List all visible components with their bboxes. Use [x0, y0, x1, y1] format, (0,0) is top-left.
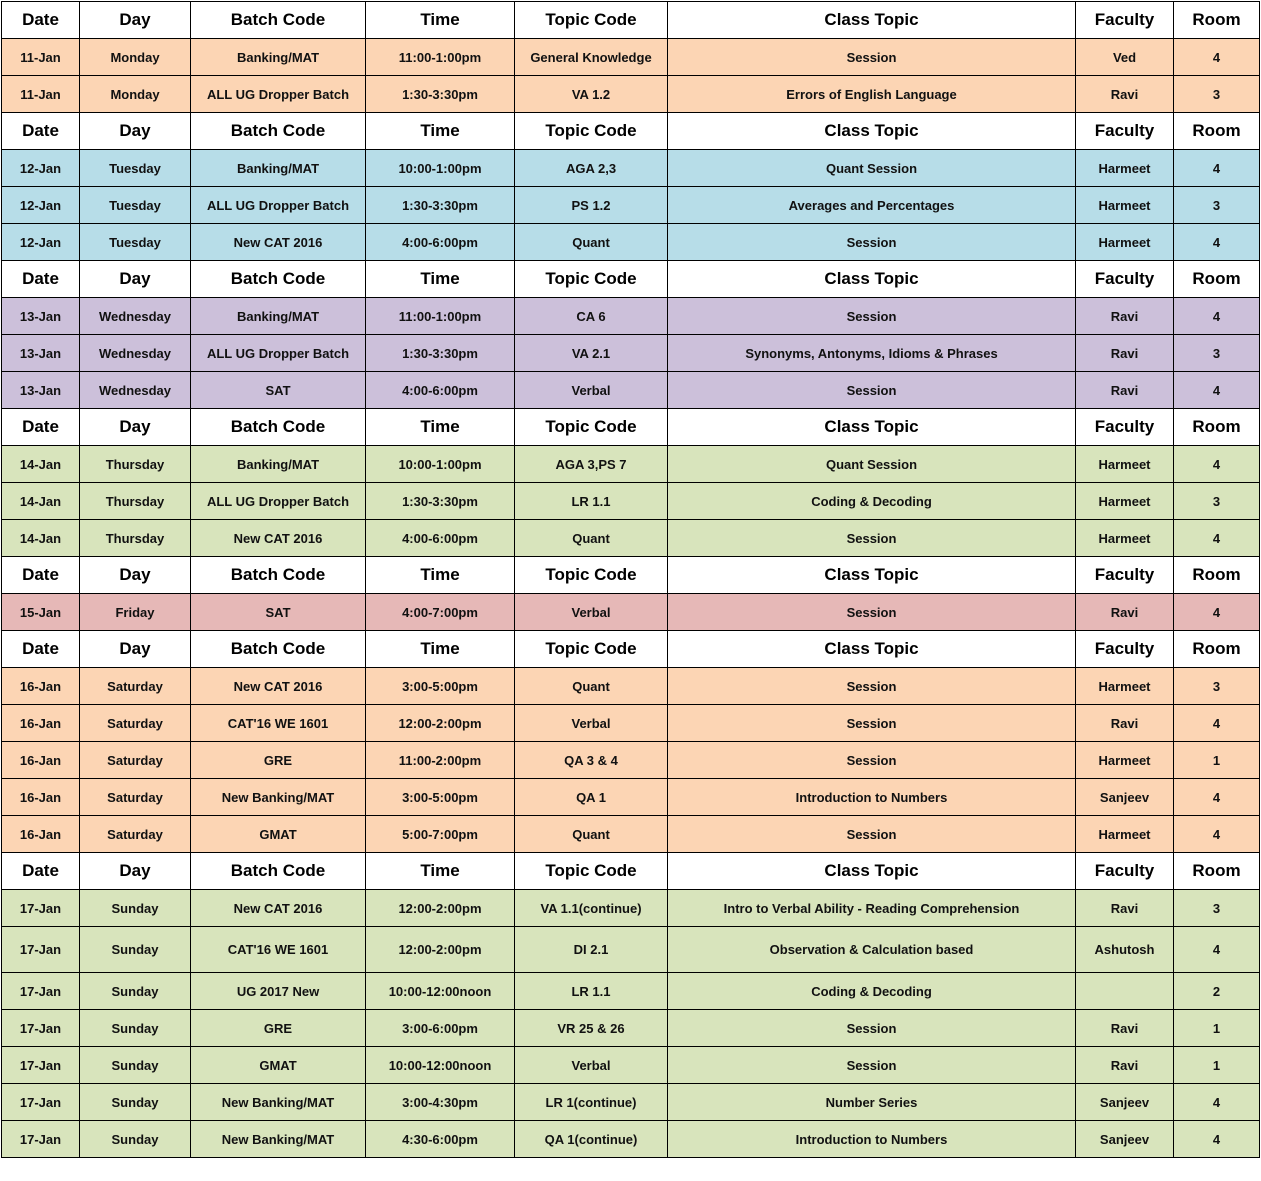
date-cell: 16-Jan — [2, 668, 80, 705]
day-cell: Wednesday — [80, 298, 191, 335]
batch-code-cell: SAT — [191, 372, 366, 409]
topic-code-cell: QA 1(continue) — [515, 1121, 668, 1158]
topic-code-cell: VA 1.2 — [515, 76, 668, 113]
header-topic-code: Topic Code — [515, 2, 668, 39]
date-cell: 17-Jan — [2, 1047, 80, 1084]
class-topic-cell: Session — [668, 1010, 1076, 1047]
header-batch-code: Batch Code — [191, 631, 366, 668]
batch-code-cell: ALL UG Dropper Batch — [191, 187, 366, 224]
date-cell: 16-Jan — [2, 779, 80, 816]
batch-code-cell: New CAT 2016 — [191, 668, 366, 705]
header-row — [2, 853, 1260, 890]
time-cell: 12:00-2:00pm — [366, 705, 515, 742]
room-cell: 1 — [1174, 1047, 1260, 1084]
faculty-cell: Harmeet — [1076, 483, 1174, 520]
batch-code-cell: GRE — [191, 742, 366, 779]
class-topic-cell: Introduction to Numbers — [668, 1121, 1076, 1158]
topic-code-cell: AGA 3,PS 7 — [515, 446, 668, 483]
date-cell: 13-Jan — [2, 335, 80, 372]
date-cell: 12-Jan — [2, 150, 80, 187]
room-cell: 3 — [1174, 668, 1260, 705]
room-cell: 4 — [1174, 816, 1260, 853]
room-cell: 4 — [1174, 927, 1260, 973]
class-topic-cell: Observation & Calculation based — [668, 927, 1076, 973]
faculty-cell: Ravi — [1076, 705, 1174, 742]
room-cell: 3 — [1174, 890, 1260, 927]
faculty-cell: Ravi — [1076, 76, 1174, 113]
table-row — [2, 927, 1260, 973]
table-row — [2, 150, 1260, 187]
header-class-topic: Class Topic — [668, 631, 1076, 668]
class-topic-cell: Session — [668, 594, 1076, 631]
header-faculty: Faculty — [1076, 853, 1174, 890]
schedule-body — [2, 2, 1260, 1158]
batch-code-cell: GMAT — [191, 1047, 366, 1084]
header-batch-code: Batch Code — [191, 113, 366, 150]
topic-code-cell: VR 25 & 26 — [515, 1010, 668, 1047]
header-room: Room — [1174, 631, 1260, 668]
header-faculty: Faculty — [1076, 409, 1174, 446]
topic-code-cell: LR 1(continue) — [515, 1084, 668, 1121]
date-cell: 17-Jan — [2, 1010, 80, 1047]
header-faculty: Faculty — [1076, 261, 1174, 298]
header-room: Room — [1174, 557, 1260, 594]
table-row — [2, 668, 1260, 705]
class-topic-cell: Session — [668, 372, 1076, 409]
header-faculty: Faculty — [1076, 631, 1174, 668]
batch-code-cell: New Banking/MAT — [191, 1121, 366, 1158]
time-cell: 1:30-3:30pm — [366, 483, 515, 520]
header-time: Time — [366, 631, 515, 668]
topic-code-cell: Verbal — [515, 1047, 668, 1084]
header-batch-code: Batch Code — [191, 409, 366, 446]
header-row — [2, 409, 1260, 446]
header-day: Day — [80, 409, 191, 446]
table-row — [2, 1047, 1260, 1084]
table-row — [2, 1010, 1260, 1047]
date-cell: 17-Jan — [2, 927, 80, 973]
day-cell: Sunday — [80, 973, 191, 1010]
table-row — [2, 76, 1260, 113]
class-topic-cell: Session — [668, 705, 1076, 742]
header-day: Day — [80, 113, 191, 150]
day-cell: Saturday — [80, 816, 191, 853]
header-topic-code: Topic Code — [515, 261, 668, 298]
room-cell: 4 — [1174, 1121, 1260, 1158]
class-topic-cell: Quant Session — [668, 446, 1076, 483]
header-date: Date — [2, 853, 80, 890]
faculty-cell: Harmeet — [1076, 742, 1174, 779]
topic-code-cell: QA 3 & 4 — [515, 742, 668, 779]
header-date: Date — [2, 557, 80, 594]
date-cell: 14-Jan — [2, 483, 80, 520]
class-topic-cell: Introduction to Numbers — [668, 779, 1076, 816]
room-cell: 4 — [1174, 594, 1260, 631]
batch-code-cell: ALL UG Dropper Batch — [191, 76, 366, 113]
header-room: Room — [1174, 409, 1260, 446]
header-date: Date — [2, 261, 80, 298]
day-cell: Saturday — [80, 668, 191, 705]
day-cell: Sunday — [80, 1084, 191, 1121]
header-topic-code: Topic Code — [515, 113, 668, 150]
faculty-cell: Harmeet — [1076, 187, 1174, 224]
batch-code-cell: New CAT 2016 — [191, 890, 366, 927]
header-time: Time — [366, 2, 515, 39]
batch-code-cell: GMAT — [191, 816, 366, 853]
faculty-cell: Ravi — [1076, 298, 1174, 335]
topic-code-cell: Quant — [515, 520, 668, 557]
day-cell: Sunday — [80, 1047, 191, 1084]
batch-code-cell: New CAT 2016 — [191, 224, 366, 261]
batch-code-cell: Banking/MAT — [191, 446, 366, 483]
room-cell: 4 — [1174, 779, 1260, 816]
day-cell: Friday — [80, 594, 191, 631]
faculty-cell: Ravi — [1076, 335, 1174, 372]
date-cell: 16-Jan — [2, 742, 80, 779]
header-room: Room — [1174, 261, 1260, 298]
day-cell: Tuesday — [80, 187, 191, 224]
faculty-cell: Ashutosh — [1076, 927, 1174, 973]
day-cell: Thursday — [80, 446, 191, 483]
date-cell: 17-Jan — [2, 973, 80, 1010]
date-cell: 12-Jan — [2, 224, 80, 261]
time-cell: 1:30-3:30pm — [366, 187, 515, 224]
header-room: Room — [1174, 2, 1260, 39]
table-row — [2, 372, 1260, 409]
header-date: Date — [2, 2, 80, 39]
date-cell: 13-Jan — [2, 298, 80, 335]
topic-code-cell: LR 1.1 — [515, 483, 668, 520]
room-cell: 1 — [1174, 742, 1260, 779]
class-topic-cell: Session — [668, 742, 1076, 779]
date-cell: 12-Jan — [2, 187, 80, 224]
time-cell: 12:00-2:00pm — [366, 890, 515, 927]
header-day: Day — [80, 2, 191, 39]
topic-code-cell: LR 1.1 — [515, 973, 668, 1010]
header-class-topic: Class Topic — [668, 113, 1076, 150]
topic-code-cell: VA 2.1 — [515, 335, 668, 372]
time-cell: 3:00-5:00pm — [366, 668, 515, 705]
class-topic-cell: Synonyms, Antonyms, Idioms & Phrases — [668, 335, 1076, 372]
topic-code-cell: Verbal — [515, 372, 668, 409]
time-cell: 4:00-6:00pm — [366, 520, 515, 557]
time-cell: 3:00-6:00pm — [366, 1010, 515, 1047]
day-cell: Wednesday — [80, 335, 191, 372]
date-cell: 17-Jan — [2, 890, 80, 927]
faculty-cell: Harmeet — [1076, 520, 1174, 557]
day-cell: Monday — [80, 39, 191, 76]
room-cell: 4 — [1174, 39, 1260, 76]
topic-code-cell: CA 6 — [515, 298, 668, 335]
class-topic-cell: Number Series — [668, 1084, 1076, 1121]
table-row — [2, 1084, 1260, 1121]
class-topic-cell: Session — [668, 39, 1076, 76]
topic-code-cell: PS 1.2 — [515, 187, 668, 224]
table-row — [2, 1121, 1260, 1158]
day-cell: Sunday — [80, 1121, 191, 1158]
table-row — [2, 779, 1260, 816]
date-cell: 17-Jan — [2, 1084, 80, 1121]
date-cell: 14-Jan — [2, 520, 80, 557]
table-row — [2, 335, 1260, 372]
room-cell: 4 — [1174, 520, 1260, 557]
room-cell: 1 — [1174, 1010, 1260, 1047]
day-cell: Thursday — [80, 483, 191, 520]
class-topic-cell: Coding & Decoding — [668, 973, 1076, 1010]
header-room: Room — [1174, 113, 1260, 150]
room-cell: 3 — [1174, 76, 1260, 113]
header-row — [2, 557, 1260, 594]
room-cell: 4 — [1174, 705, 1260, 742]
time-cell: 4:30-6:00pm — [366, 1121, 515, 1158]
header-topic-code: Topic Code — [515, 853, 668, 890]
topic-code-cell: AGA 2,3 — [515, 150, 668, 187]
header-topic-code: Topic Code — [515, 409, 668, 446]
table-row — [2, 520, 1260, 557]
class-topic-cell: Quant Session — [668, 150, 1076, 187]
topic-code-cell: Quant — [515, 668, 668, 705]
day-cell: Sunday — [80, 890, 191, 927]
batch-code-cell: GRE — [191, 1010, 366, 1047]
faculty-cell: Ved — [1076, 39, 1174, 76]
header-topic-code: Topic Code — [515, 631, 668, 668]
faculty-cell: Harmeet — [1076, 150, 1174, 187]
batch-code-cell: Banking/MAT — [191, 150, 366, 187]
day-cell: Sunday — [80, 1010, 191, 1047]
time-cell: 11:00-1:00pm — [366, 298, 515, 335]
day-cell: Saturday — [80, 779, 191, 816]
batch-code-cell: CAT'16 WE 1601 — [191, 927, 366, 973]
header-row — [2, 631, 1260, 668]
table-row — [2, 446, 1260, 483]
time-cell: 5:00-7:00pm — [366, 816, 515, 853]
table-row — [2, 224, 1260, 261]
header-room: Room — [1174, 853, 1260, 890]
batch-code-cell: New Banking/MAT — [191, 779, 366, 816]
time-cell: 3:00-5:00pm — [366, 779, 515, 816]
date-cell: 16-Jan — [2, 816, 80, 853]
date-cell: 11-Jan — [2, 39, 80, 76]
room-cell: 4 — [1174, 150, 1260, 187]
faculty-cell: Harmeet — [1076, 668, 1174, 705]
header-time: Time — [366, 113, 515, 150]
table-row — [2, 298, 1260, 335]
header-day: Day — [80, 261, 191, 298]
header-class-topic: Class Topic — [668, 557, 1076, 594]
day-cell: Tuesday — [80, 150, 191, 187]
header-date: Date — [2, 631, 80, 668]
time-cell: 10:00-1:00pm — [366, 446, 515, 483]
topic-code-cell: Quant — [515, 816, 668, 853]
date-cell: 16-Jan — [2, 705, 80, 742]
header-faculty: Faculty — [1076, 557, 1174, 594]
table-row — [2, 483, 1260, 520]
faculty-cell: Harmeet — [1076, 224, 1174, 261]
faculty-cell: Harmeet — [1076, 816, 1174, 853]
room-cell: 3 — [1174, 483, 1260, 520]
class-topic-cell: Averages and Percentages — [668, 187, 1076, 224]
day-cell: Monday — [80, 76, 191, 113]
class-topic-cell: Intro to Verbal Ability - Reading Comprehension — [668, 890, 1076, 927]
class-topic-cell: Errors of English Language — [668, 76, 1076, 113]
faculty-cell: Ravi — [1076, 1010, 1174, 1047]
time-cell: 11:00-1:00pm — [366, 39, 515, 76]
header-date: Date — [2, 113, 80, 150]
table-row — [2, 594, 1260, 631]
header-day: Day — [80, 853, 191, 890]
date-cell: 13-Jan — [2, 372, 80, 409]
faculty-cell: Ravi — [1076, 1047, 1174, 1084]
header-day: Day — [80, 631, 191, 668]
batch-code-cell: ALL UG Dropper Batch — [191, 335, 366, 372]
header-date: Date — [2, 409, 80, 446]
room-cell: 3 — [1174, 335, 1260, 372]
table-row — [2, 39, 1260, 76]
day-cell: Saturday — [80, 705, 191, 742]
room-cell: 4 — [1174, 446, 1260, 483]
date-cell: 15-Jan — [2, 594, 80, 631]
time-cell: 4:00-6:00pm — [366, 224, 515, 261]
table-row — [2, 187, 1260, 224]
class-topic-cell: Session — [668, 298, 1076, 335]
time-cell: 4:00-7:00pm — [366, 594, 515, 631]
header-time: Time — [366, 261, 515, 298]
room-cell: 4 — [1174, 1084, 1260, 1121]
time-cell: 12:00-2:00pm — [366, 927, 515, 973]
header-class-topic: Class Topic — [668, 261, 1076, 298]
topic-code-cell: Verbal — [515, 705, 668, 742]
faculty-cell: Ravi — [1076, 890, 1174, 927]
header-class-topic: Class Topic — [668, 409, 1076, 446]
room-cell: 2 — [1174, 973, 1260, 1010]
table-row — [2, 816, 1260, 853]
time-cell: 4:00-6:00pm — [366, 372, 515, 409]
header-batch-code: Batch Code — [191, 261, 366, 298]
faculty-cell — [1076, 973, 1174, 1010]
time-cell: 3:00-4:30pm — [366, 1084, 515, 1121]
room-cell: 4 — [1174, 224, 1260, 261]
class-topic-cell: Session — [668, 1047, 1076, 1084]
room-cell: 4 — [1174, 372, 1260, 409]
faculty-cell: Ravi — [1076, 594, 1174, 631]
batch-code-cell: New Banking/MAT — [191, 1084, 366, 1121]
batch-code-cell: CAT'16 WE 1601 — [191, 705, 366, 742]
header-row — [2, 261, 1260, 298]
topic-code-cell: General Knowledge — [515, 39, 668, 76]
header-class-topic: Class Topic — [668, 2, 1076, 39]
day-cell: Sunday — [80, 927, 191, 973]
faculty-cell: Sanjeev — [1076, 779, 1174, 816]
class-topic-cell: Session — [668, 816, 1076, 853]
topic-code-cell: VA 1.1(continue) — [515, 890, 668, 927]
batch-code-cell: UG 2017 New — [191, 973, 366, 1010]
faculty-cell: Harmeet — [1076, 446, 1174, 483]
day-cell: Saturday — [80, 742, 191, 779]
header-topic-code: Topic Code — [515, 557, 668, 594]
date-cell: 14-Jan — [2, 446, 80, 483]
header-batch-code: Batch Code — [191, 853, 366, 890]
topic-code-cell: QA 1 — [515, 779, 668, 816]
date-cell: 17-Jan — [2, 1121, 80, 1158]
room-cell: 3 — [1174, 187, 1260, 224]
header-faculty: Faculty — [1076, 113, 1174, 150]
faculty-cell: Sanjeev — [1076, 1121, 1174, 1158]
time-cell: 10:00-12:00noon — [366, 973, 515, 1010]
header-time: Time — [366, 853, 515, 890]
table-row — [2, 890, 1260, 927]
topic-code-cell: Quant — [515, 224, 668, 261]
header-time: Time — [366, 557, 515, 594]
header-class-topic: Class Topic — [668, 853, 1076, 890]
room-cell: 4 — [1174, 298, 1260, 335]
batch-code-cell: New CAT 2016 — [191, 520, 366, 557]
table-row — [2, 705, 1260, 742]
batch-code-cell: Banking/MAT — [191, 298, 366, 335]
day-cell: Thursday — [80, 520, 191, 557]
time-cell: 1:30-3:30pm — [366, 335, 515, 372]
class-topic-cell: Coding & Decoding — [668, 483, 1076, 520]
class-schedule-table — [1, 1, 1260, 1158]
time-cell: 10:00-12:00noon — [366, 1047, 515, 1084]
class-topic-cell: Session — [668, 520, 1076, 557]
header-day: Day — [80, 557, 191, 594]
batch-code-cell: ALL UG Dropper Batch — [191, 483, 366, 520]
table-row — [2, 742, 1260, 779]
faculty-cell: Ravi — [1076, 372, 1174, 409]
header-batch-code: Batch Code — [191, 557, 366, 594]
header-row — [2, 2, 1260, 39]
day-cell: Wednesday — [80, 372, 191, 409]
topic-code-cell: DI 2.1 — [515, 927, 668, 973]
class-topic-cell: Session — [668, 224, 1076, 261]
batch-code-cell: SAT — [191, 594, 366, 631]
header-row — [2, 113, 1260, 150]
time-cell: 10:00-1:00pm — [366, 150, 515, 187]
time-cell: 11:00-2:00pm — [366, 742, 515, 779]
table-row — [2, 973, 1260, 1010]
header-faculty: Faculty — [1076, 2, 1174, 39]
day-cell: Tuesday — [80, 224, 191, 261]
batch-code-cell: Banking/MAT — [191, 39, 366, 76]
header-batch-code: Batch Code — [191, 2, 366, 39]
date-cell: 11-Jan — [2, 76, 80, 113]
header-time: Time — [366, 409, 515, 446]
class-topic-cell: Session — [668, 668, 1076, 705]
time-cell: 1:30-3:30pm — [366, 76, 515, 113]
topic-code-cell: Verbal — [515, 594, 668, 631]
faculty-cell: Sanjeev — [1076, 1084, 1174, 1121]
